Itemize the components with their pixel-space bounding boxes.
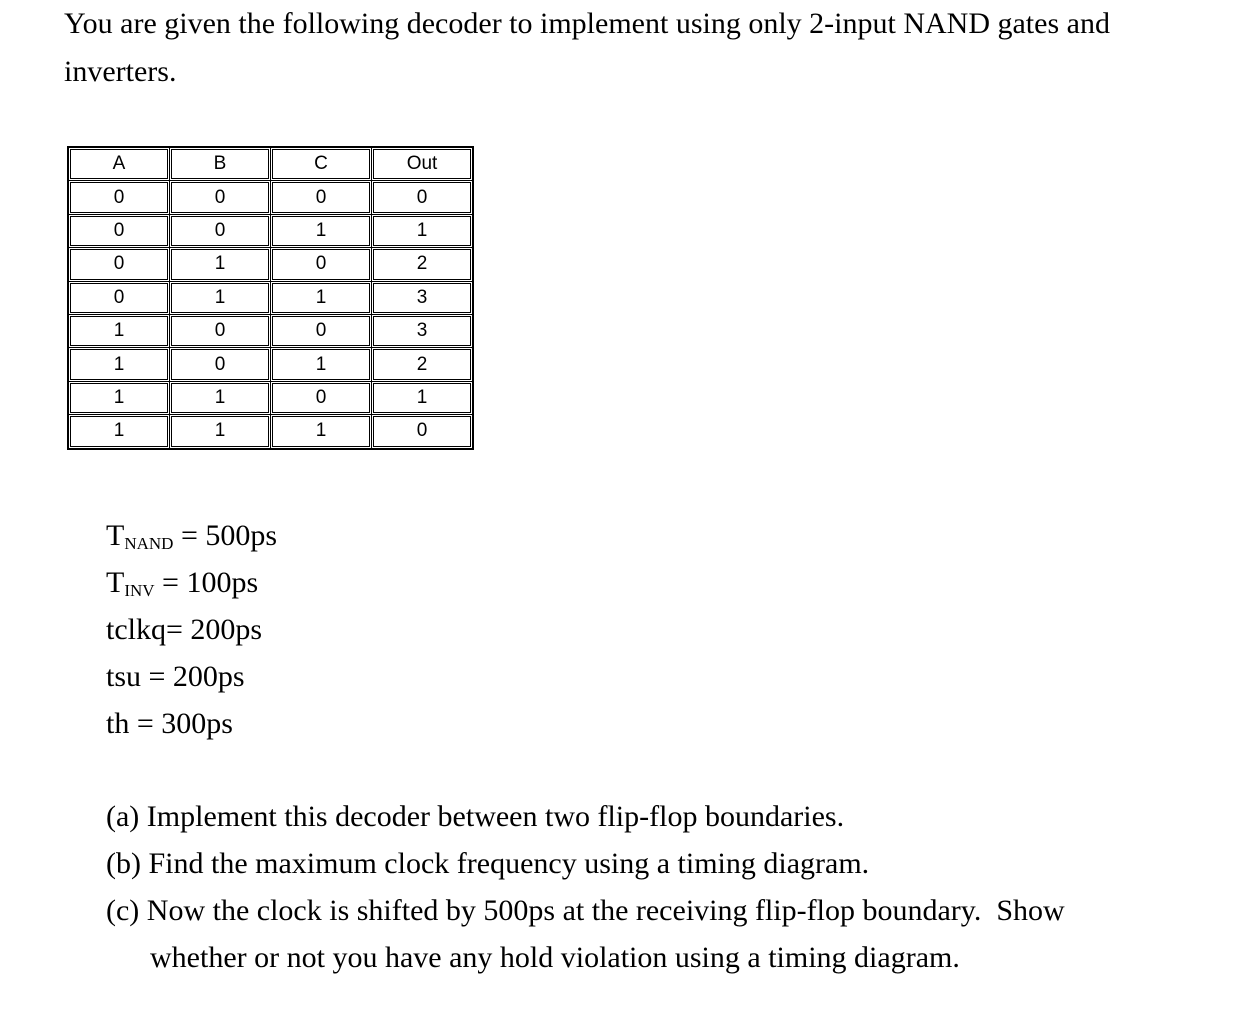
param-tinv — [106, 559, 277, 606]
cell: 0 — [68, 281, 170, 314]
cell: 0 — [271, 181, 372, 214]
table-row — [68, 214, 473, 247]
truth-table-header-row — [68, 147, 473, 181]
cell: 1 — [68, 348, 170, 381]
question-a: (a) Implement this decoder between two flip-flop boundaries. — [106, 800, 845, 833]
problem-intro — [64, 0, 1214, 96]
param-th: th = 300ps — [106, 707, 233, 740]
question-c-continued: whether or not you have any hold violation using a timing diagram. — [150, 941, 960, 974]
tinv-value: = 100ps — [154, 566, 259, 599]
cell: 2 — [372, 348, 474, 381]
cell: 0 — [68, 214, 170, 247]
cell: 1 — [271, 348, 372, 381]
header-out: Out — [372, 147, 474, 181]
tinv-subscript: INV — [124, 581, 155, 600]
param-tnand — [106, 512, 277, 559]
cell: 2 — [372, 248, 474, 281]
question-b: (b) Find the maximum clock frequency using a timing diagram. — [106, 847, 870, 880]
header-b: B — [170, 147, 271, 181]
question-c: (c) Now the clock is shifted by 500ps at the receiving flip-flop boundary. Show — [106, 894, 1065, 927]
tnand-subscript: NAND — [124, 534, 174, 553]
table-row — [68, 248, 473, 281]
table-row — [68, 181, 473, 214]
cell: 0 — [372, 181, 474, 214]
tinv-symbol: T — [106, 566, 125, 599]
cell: 1 — [170, 415, 271, 449]
table-row — [68, 314, 473, 347]
cell: 0 — [170, 314, 271, 347]
cell: 3 — [372, 281, 474, 314]
cell: 0 — [68, 181, 170, 214]
header-c: C — [271, 147, 372, 181]
cell: 0 — [271, 314, 372, 347]
cell: 1 — [271, 281, 372, 314]
table-row — [68, 415, 473, 449]
truth-table — [67, 146, 474, 450]
cell: 1 — [372, 214, 474, 247]
cell: 1 — [170, 248, 271, 281]
header-a: A — [68, 147, 170, 181]
cell: 0 — [271, 248, 372, 281]
cell: 0 — [372, 415, 474, 449]
cell: 1 — [170, 281, 271, 314]
cell: 0 — [170, 214, 271, 247]
table-row — [68, 381, 473, 414]
intro-line-1: You are given the following decoder to implement using only 2-input NAND gates and — [64, 7, 1110, 40]
timing-parameters — [106, 512, 277, 747]
table-row — [68, 281, 473, 314]
tnand-symbol: T — [106, 519, 125, 552]
cell: 1 — [68, 314, 170, 347]
param-tsu: tsu = 200ps — [106, 660, 245, 693]
cell: 1 — [372, 381, 474, 414]
tnand-value: = 500ps — [173, 519, 278, 552]
cell: 0 — [68, 248, 170, 281]
cell: 0 — [170, 348, 271, 381]
cell: 1 — [271, 415, 372, 449]
cell: 0 — [170, 181, 271, 214]
table-row — [68, 348, 473, 381]
param-tclkq: tclkq= 200ps — [106, 613, 263, 646]
cell: 1 — [68, 415, 170, 449]
cell: 1 — [271, 214, 372, 247]
cell: 3 — [372, 314, 474, 347]
intro-line-2: inverters. — [64, 55, 177, 88]
cell: 1 — [68, 381, 170, 414]
cell: 0 — [271, 381, 372, 414]
question-list — [106, 793, 1206, 981]
cell: 1 — [170, 381, 271, 414]
